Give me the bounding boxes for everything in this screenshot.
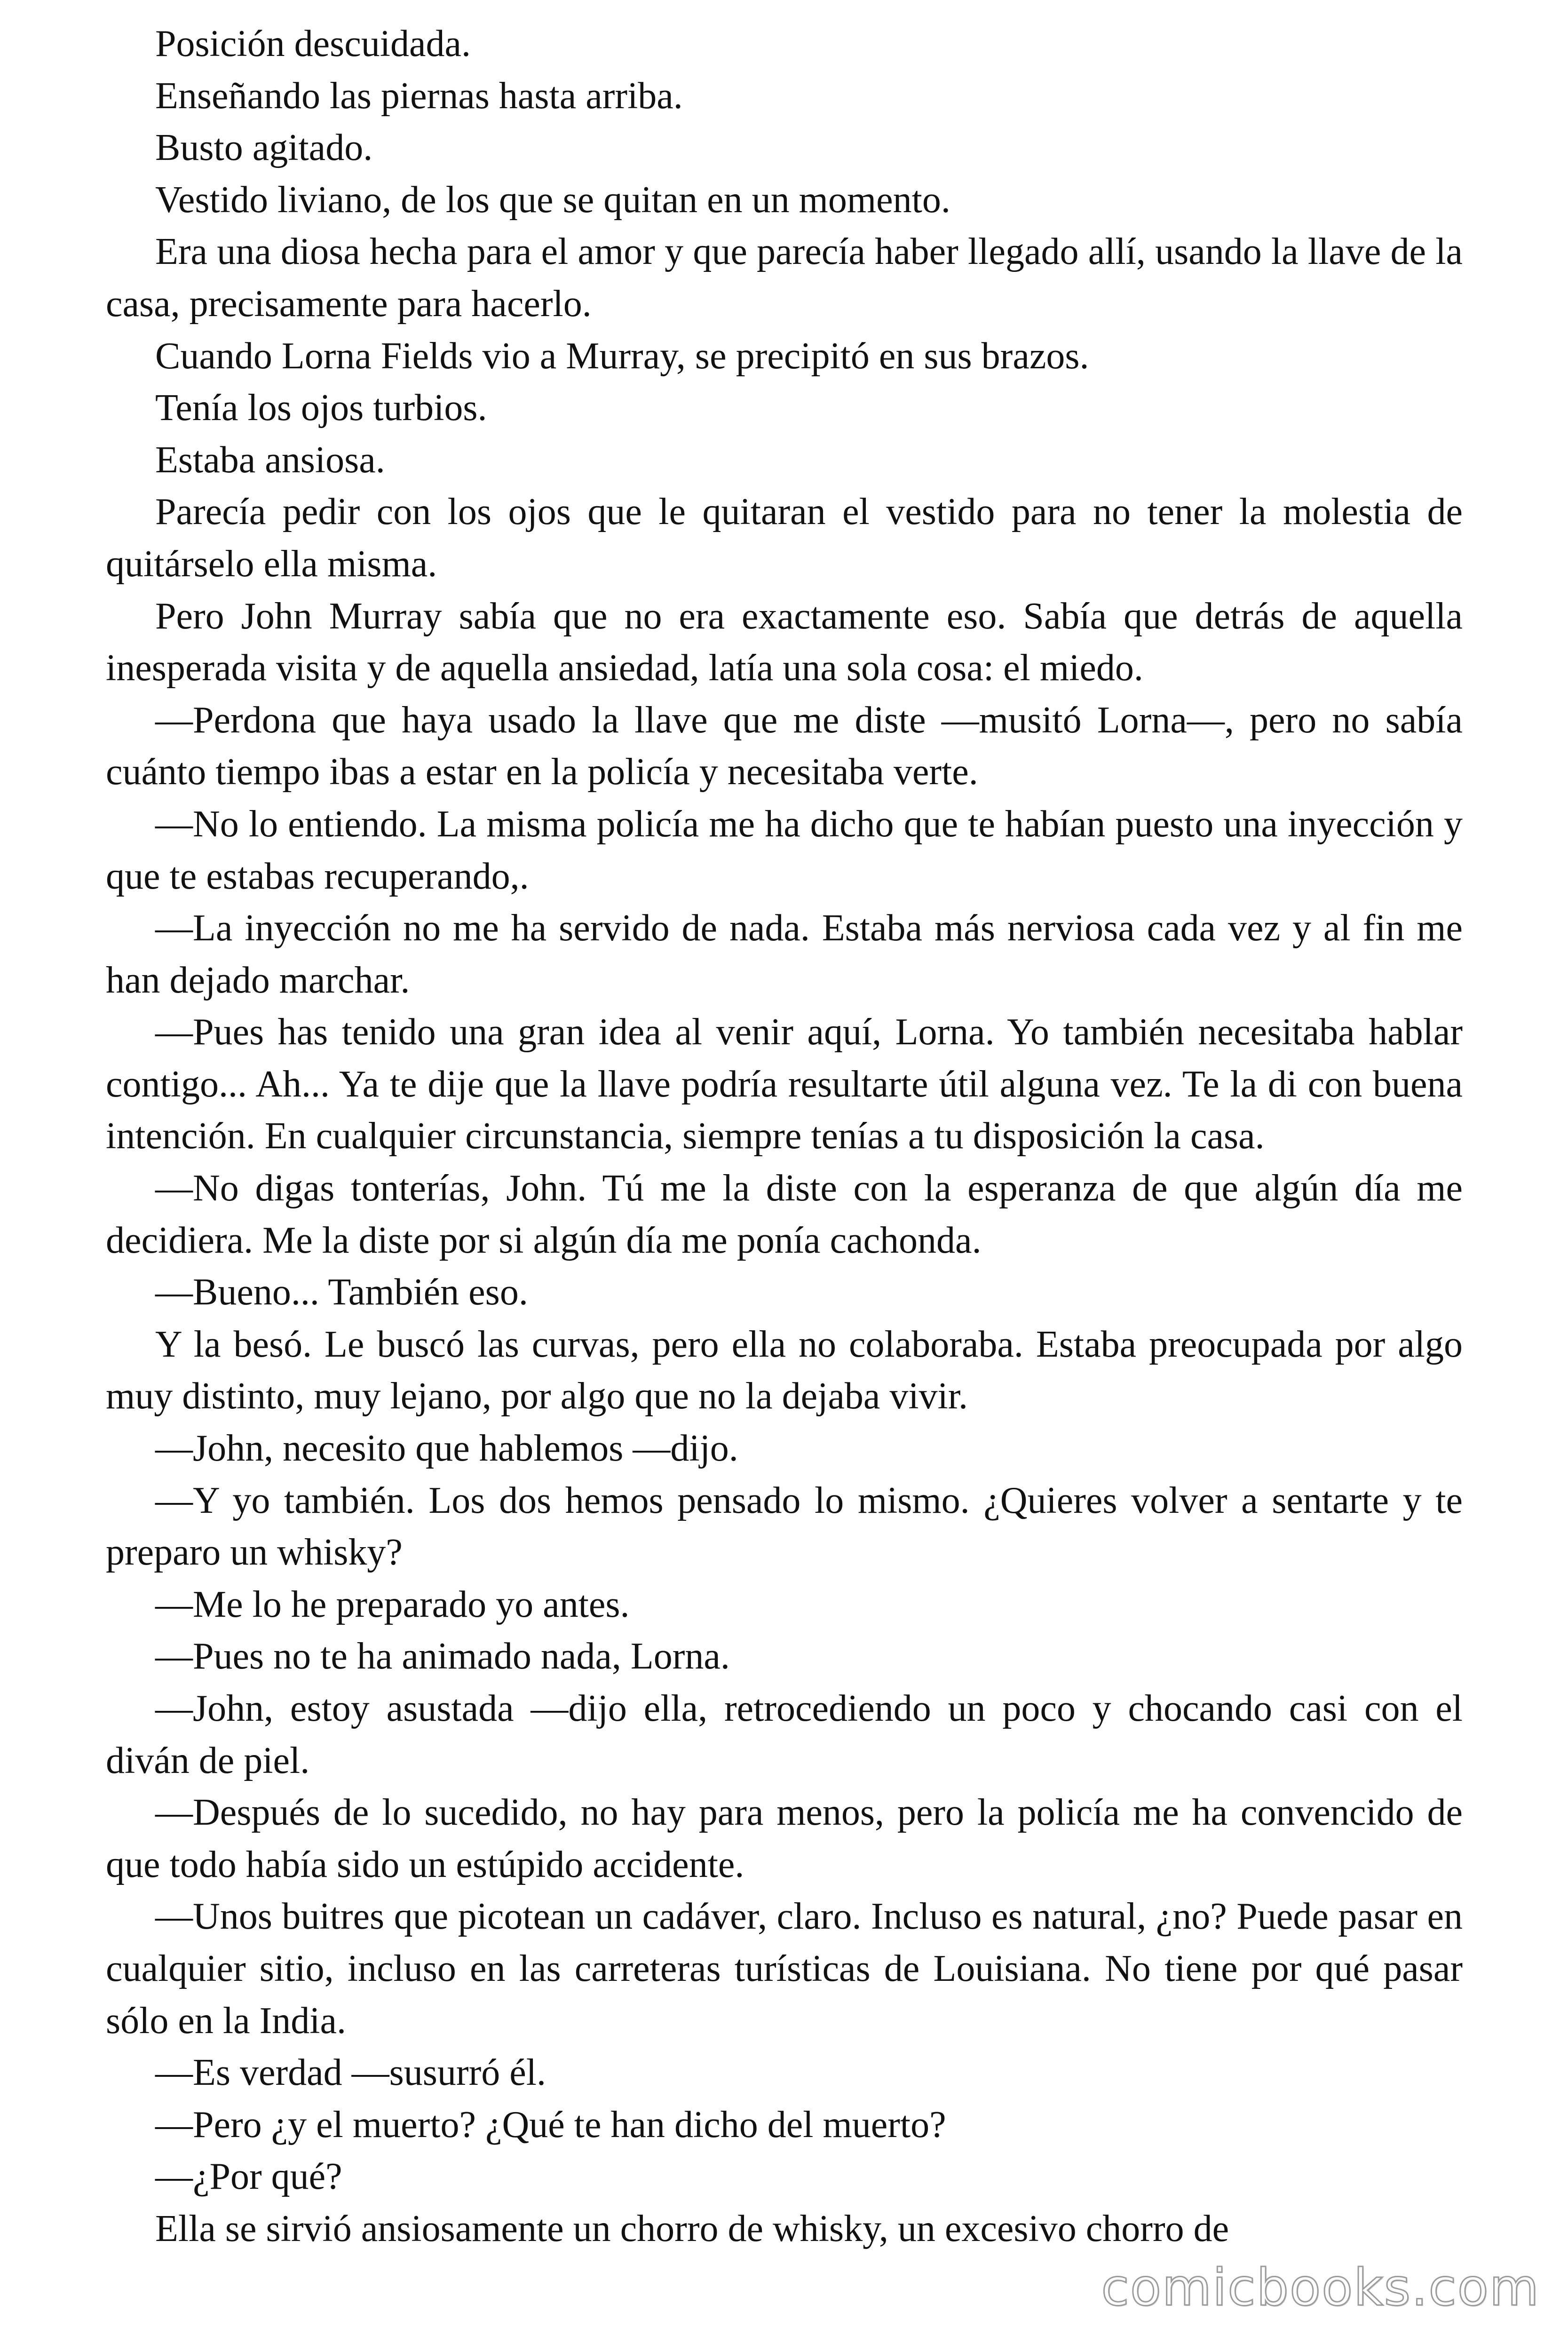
paragraph: —Pero ¿y el muerto? ¿Qué te han dicho del muerto?: [155, 2104, 946, 2145]
paragraph: Cuando Lorna Fields vio a Murray, se precipitó en sus brazos.: [155, 335, 1089, 377]
paragraph: —Es verdad —susurró él.: [155, 2052, 546, 2094]
paragraph: —John, estoy asustada —dijo ella, retrocediendo un poco y chocando casi con el diván de piel.: [106, 1688, 1463, 1781]
paragraph: —Me lo he preparado yo antes.: [155, 1583, 630, 1625]
paragraph: Tenía los ojos turbios.: [155, 387, 487, 429]
paragraph: —Después de lo sucedido, no hay para menos, pero la policía me ha convencido de que todo había sido un estúpido accidente.: [106, 1792, 1463, 1885]
paragraph: —¿Por qué?: [155, 2156, 342, 2198]
paragraph: Parecía pedir con los ojos que le quitaran el vestido para no tener la molestia de quitárselo ella misma.: [106, 491, 1463, 585]
paragraph: Vestido liviano, de los que se quitan en un momento.: [155, 179, 950, 221]
paragraph: Enseñando las piernas hasta arriba.: [155, 75, 683, 117]
watermark-logo: comicbooks.com: [1101, 2258, 1540, 2317]
paragraph: —Bueno... También eso.: [155, 1271, 528, 1313]
paragraph: —No digas tonterías, John. Tú me la diste con la esperanza de que algún día me decidiera. Me la diste por si algún día me ponía cachonda.: [106, 1168, 1463, 1261]
paragraph: —No lo entiendo. La misma policía me ha dicho que te habían puesto una inyección y que te estabas recuperando,.: [106, 803, 1463, 897]
paragraph: Posición descuidada.: [155, 23, 471, 64]
paragraph: —La inyección no me ha servido de nada. Estaba más nerviosa cada vez y al fin me han dejado marchar.: [106, 907, 1463, 1001]
paragraph: Ella se sirvió ansiosamente un chorro de whisky, un excesivo chorro de: [155, 2208, 1229, 2249]
paragraph: —John, necesito que hablemos —dijo.: [155, 1428, 738, 1470]
paragraph: —Pues has tenido una gran idea al venir aquí, Lorna. Yo también necesitaba hablar contigo... Ah... Ya te dije que la llave podría resultarte útil alguna vez. Te la di con buena intención. En cualquier circunstancia, siempre tenías a tu disposición la casa.: [106, 1011, 1463, 1157]
paragraph: Era una diosa hecha para el amor y que parecía haber llegado allí, usando la llave de la casa, precisamente para hacerlo.: [106, 231, 1463, 325]
paragraph: Estaba ansiosa.: [155, 439, 385, 481]
paragraph: Pero John Murray sabía que no era exactamente eso. Sabía que detrás de aquella inesperada visita y de aquella ansiedad, latía una sola cosa: el miedo.: [106, 595, 1463, 689]
paragraph: —Pues no te ha animado nada, Lorna.: [155, 1636, 730, 1677]
paragraph: —Y yo también. Los dos hemos pensado lo mismo. ¿Quieres volver a sentarte y te preparo un whisky?: [106, 1479, 1463, 1573]
paragraph: —Unos buitres que picotean un cadáver, claro. Incluso es natural, ¿no? Puede pasar en cualquier sitio, incluso en las carreteras turísticas de Louisiana. No tiene por qué pasar sólo en la India.: [106, 1896, 1463, 2042]
body-text: [106, 18, 1463, 2255]
paragraph: Busto agitado.: [155, 127, 373, 169]
paragraph: Y la besó. Le buscó las curvas, pero ella no colaboraba. Estaba preocupada por algo muy distinto, muy lejano, por algo que no la dejaba vivir.: [106, 1323, 1463, 1417]
paragraph: —Perdona que haya usado la llave que me diste —musitó Lorna—, pero no sabía cuánto tiempo ibas a estar en la policía y necesitaba verte.: [106, 699, 1463, 793]
